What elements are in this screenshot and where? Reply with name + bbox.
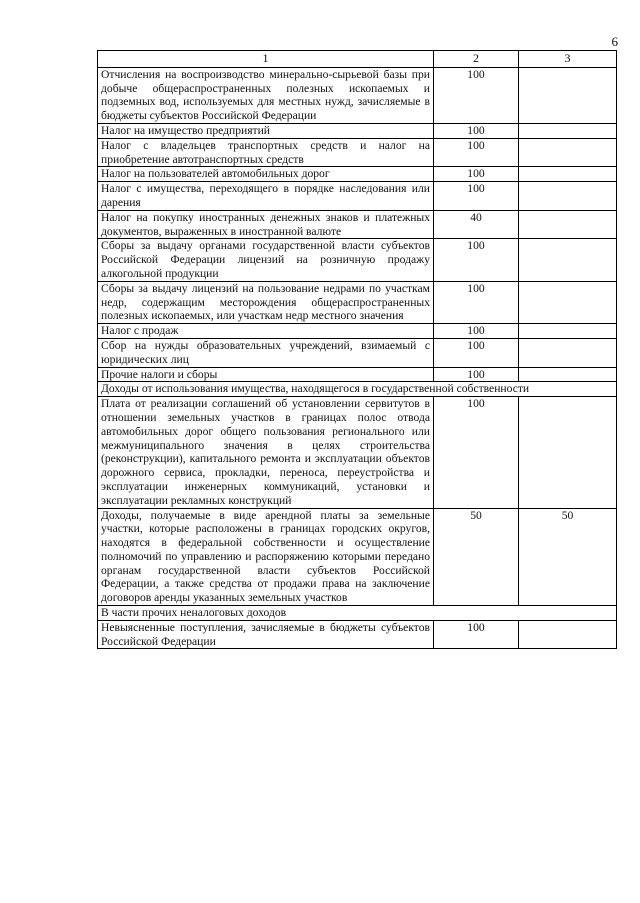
norm-column-3: [519, 210, 617, 239]
table-row: [98, 508, 617, 606]
revenue-description: Сбор на нужды образовательных учреждений, взимаемый с юридических лиц: [98, 338, 434, 367]
norm-column-3: [519, 123, 617, 138]
norm-column-3: 50: [519, 508, 617, 606]
revenue-description: Сборы за выдачу лицензий на пользование недрами по участкам недр, содержащим месторождения общераспространенных полезных ископаемых, или участкам недр местного значения: [98, 281, 434, 323]
table-row: [98, 338, 617, 367]
table-row: [98, 67, 617, 123]
revenue-description: Налог с владельцев транспортных средств и налог на приобретение автотранспортных средств: [98, 138, 434, 167]
table-row: [98, 367, 617, 382]
norm-column-2: 100: [434, 281, 519, 323]
table-row: [98, 397, 617, 508]
revenue-description: Прочие налоги и сборы: [98, 367, 434, 382]
column-header: 2: [434, 51, 519, 68]
table-row: [98, 281, 617, 323]
table-row: [98, 210, 617, 239]
norm-column-2: 40: [434, 210, 519, 239]
norm-column-3: [519, 138, 617, 167]
section-heading: Доходы от использования имущества, находящегося в государственной собственности: [98, 382, 617, 397]
table-section-row: [98, 606, 617, 621]
norm-column-2: 100: [434, 123, 519, 138]
norm-column-2: 100: [434, 367, 519, 382]
norm-column-2: 100: [434, 338, 519, 367]
revenue-description: Налог на покупку иностранных денежных знаков и платежных документов, выраженных в иностранной валюте: [98, 210, 434, 239]
norm-column-3: [519, 324, 617, 339]
column-header: 3: [519, 51, 617, 68]
norm-column-3: [519, 239, 617, 281]
table-row: [98, 620, 617, 649]
table-row: [98, 324, 617, 339]
revenue-description: Доходы, получаемые в виде арендной платы за земельные участки, которые расположены в границах городских округов, находятся в федеральной собственности и осуществление полномочий по управлению и распоряжению которыми передано органам государственной власти субъектов Российской Федерации, а также средства от продажи права на заключение договоров аренды указанных земельных участков: [98, 508, 434, 606]
revenue-description: Отчисления на воспроизводство минерально-сырьевой базы при добыче общераспространенных полезных ископаемых и подземных вод, используемых для местных нужд, зачисляемые в бюджеты субъектов Российской Федерации: [98, 67, 434, 123]
revenue-description: Налог на имущество предприятий: [98, 123, 434, 138]
table-header-row: [98, 51, 617, 68]
table-section-row: [98, 382, 617, 397]
page-number: 6: [611, 34, 618, 49]
norm-column-2: 100: [434, 239, 519, 281]
norm-column-2: 100: [434, 182, 519, 211]
norm-column-2: 100: [434, 67, 519, 123]
norm-column-2: 50: [434, 508, 519, 606]
table-row: [98, 167, 617, 182]
norm-column-3: [519, 167, 617, 182]
section-heading: В части прочих неналоговых доходов: [98, 606, 617, 621]
norm-column-3: [519, 281, 617, 323]
revenue-description: Плата от реализации соглашений об установлении сервитутов в отношении земельных участков в границах полос отвода автомобильных дорог общего пользования регионального или межмуниципального значения в целях строительства (реконструкции), капитального ремонта и эксплуатации объектов дорожного сервиса, прокладки, переноса, переустройства и эксплуатации инженерных коммуникаций, установки и эксплуатации рекламных конструкций: [98, 397, 434, 508]
norm-column-2: 100: [434, 138, 519, 167]
revenue-description: Невыясненные поступления, зачисляемые в бюджеты субъектов Российской Федерации: [98, 620, 434, 649]
norm-column-2: 100: [434, 167, 519, 182]
norm-column-2: 100: [434, 397, 519, 508]
norm-column-3: [519, 67, 617, 123]
norm-column-3: [519, 367, 617, 382]
revenue-description: Налог с продаж: [98, 324, 434, 339]
revenue-description: Налог с имущества, переходящего в порядке наследования или дарения: [98, 182, 434, 211]
table-row: [98, 138, 617, 167]
column-header: 1: [98, 51, 434, 68]
norm-column-2: 100: [434, 324, 519, 339]
revenue-distribution-table: [97, 50, 617, 649]
revenue-description: Сборы за выдачу органами государственной власти субъектов Российской Федерации лицензий на розничную продажу алкогольной продукции: [98, 239, 434, 281]
norm-column-2: 100: [434, 620, 519, 649]
table-row: [98, 182, 617, 211]
norm-column-3: [519, 182, 617, 211]
norm-column-3: [519, 397, 617, 508]
norm-column-3: [519, 620, 617, 649]
revenue-description: Налог на пользователей автомобильных дорог: [98, 167, 434, 182]
table-row: [98, 239, 617, 281]
table-row: [98, 123, 617, 138]
norm-column-3: [519, 338, 617, 367]
table-body: [98, 67, 617, 649]
